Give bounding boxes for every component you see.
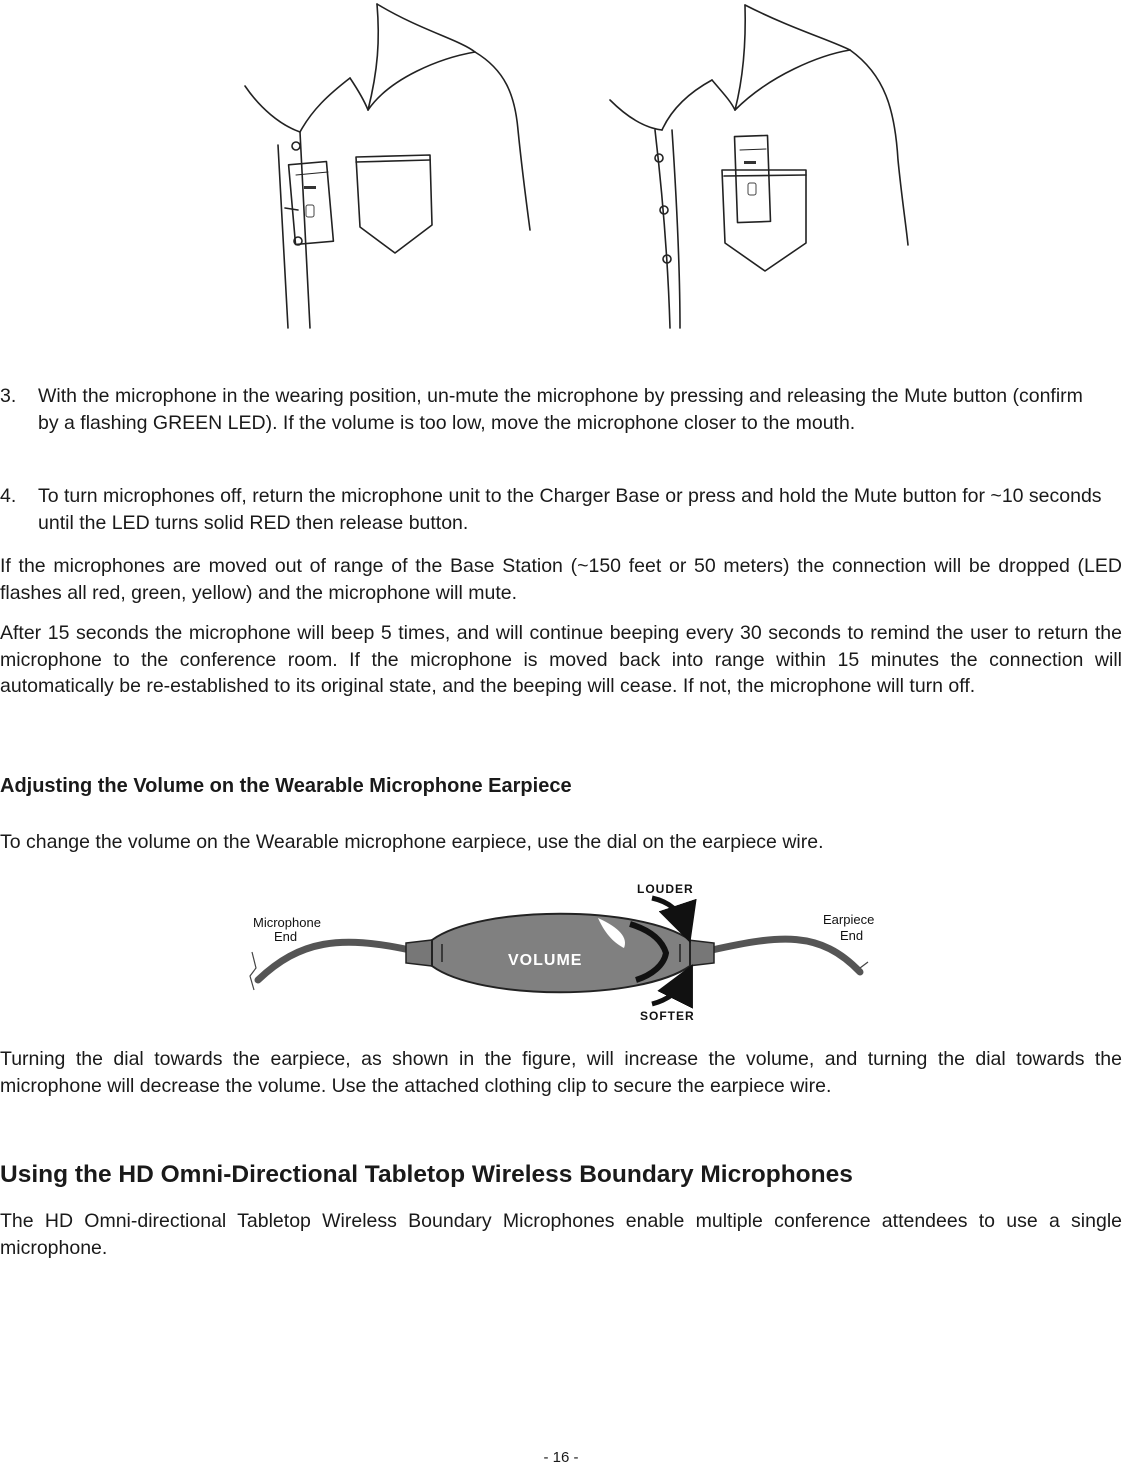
paragraph-beep: After 15 seconds the microphone will beep 5 times, and will continue beeping every 30 seconds to remind the user to return the microphone to the conference room. If the microphone is moved back into range within 15 minutes the connection will automatically be re-established to its original state, and the beeping will cease. If not, the microphone will turn off. bbox=[0, 622, 1122, 697]
heading-adjusting-volume: Adjusting the Volume on the Wearable Microphone Earpiece bbox=[0, 775, 572, 797]
list-item-text: With the microphone in the wearing position, un-mute the microphone by pressing and releasing the Mute button (confirm by a flashing GREEN LED). If the volume is too low, move the microphone closer to the mouth. bbox=[38, 385, 1083, 434]
microphone-end-label-2: End bbox=[274, 929, 298, 944]
paragraph-out-of-range: If the microphones are moved out of range of the Base Station (~150 feet or 50 meters) the connection will be dropped (LED flashes all red, green, yellow) and the microphone will mute. bbox=[0, 555, 1122, 604]
paragraph-boundary: The HD Omni-directional Tabletop Wireless Boundary Microphones enable multiple conference attendees to use a single microphone. bbox=[0, 1210, 1122, 1259]
microphone-end-label: Microphone bbox=[253, 915, 321, 930]
heading-boundary-microphones: Using the HD Omni-Directional Tabletop Wireless Boundary Microphones bbox=[0, 1161, 853, 1188]
page-number: - 16 - bbox=[543, 1449, 579, 1466]
earpiece-end-label-2: End bbox=[840, 928, 864, 943]
earpiece-end-label: Earpiece bbox=[823, 912, 875, 927]
paragraph-volume-intro: To change the volume on the Wearable microphone earpiece, use the dial on the earpiece wire. bbox=[0, 831, 824, 853]
list-item bbox=[0, 383, 1122, 465]
list-item-number: 4. bbox=[0, 485, 17, 507]
louder-label: LOUDER bbox=[637, 882, 694, 896]
microphone-wire bbox=[258, 942, 410, 980]
list-item-number: 3. bbox=[0, 385, 17, 407]
volume-label: VOLUME bbox=[508, 952, 583, 969]
earpiece-wire bbox=[712, 939, 860, 972]
shirt-illustration bbox=[230, 0, 930, 335]
volume-dial-figure bbox=[240, 875, 880, 1025]
softer-label: SOFTER bbox=[640, 1009, 695, 1023]
softer-arrow-icon bbox=[652, 982, 684, 1004]
paragraph-volume-detail: Turning the dial towards the earpiece, as shown in the figure, will increase the volume, and turning the dial towards the microphone will decrease the volume. Use the attached clothing clip to secure the earpiece wire. bbox=[0, 1048, 1122, 1097]
louder-arrow-icon bbox=[652, 898, 684, 924]
list-item bbox=[0, 483, 1122, 539]
list-item-text: To turn microphones off, return the microphone unit to the Charger Base or press and hold the Mute button for ~10 seconds until the LED turns solid RED then release button. bbox=[38, 485, 1102, 534]
